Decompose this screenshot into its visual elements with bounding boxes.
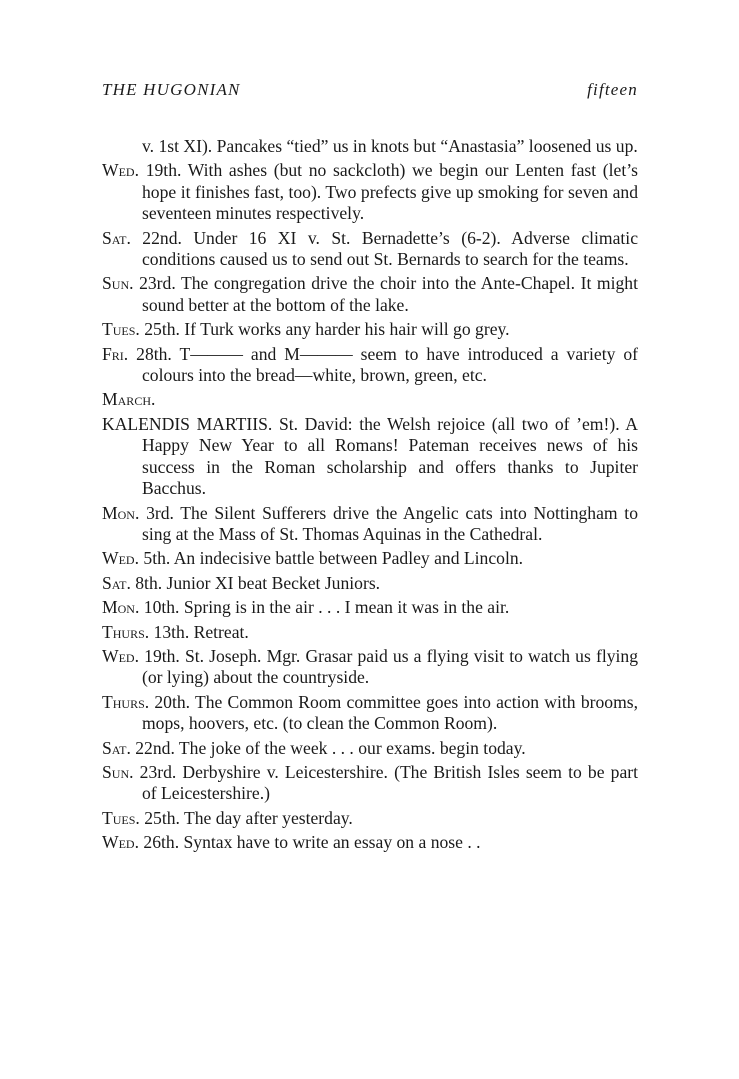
- entry-day: Tues.: [102, 319, 140, 340]
- continued-entry: v. 1st XI). Pancakes “tied” us in knots but “Anastasia” loosened us up.: [142, 136, 638, 156]
- diary-entry: [102, 692, 638, 735]
- diary-entry: [102, 622, 638, 643]
- diary-entry: [102, 832, 638, 853]
- entry-text: 5th. An indecisive battle between Padley and Lincoln.: [139, 548, 524, 569]
- entry-text: 13th. Retreat.: [149, 621, 249, 642]
- entry-text: 28th. T——— and M——— seem to have introduced a variety of colours into the bread—white, brown, green, etc.: [128, 343, 638, 386]
- entry-day: Tues.: [102, 807, 140, 828]
- diary-entry: [102, 344, 638, 387]
- entry-day: Thurs.: [102, 691, 150, 712]
- diary-entry: [102, 503, 638, 546]
- diary-entry: [102, 808, 638, 829]
- entry-text: 3rd. The Silent Sufferers drive the Angelic cats into Nottingham to sing at the Mass of St. Thomas Aquinas in the Cathedral.: [139, 502, 638, 544]
- entry-text: 23rd. The congregation drive the choir into the Ante-Chapel. It might sound better at the bottom of the lake.: [133, 273, 638, 315]
- entry-day: Sun.: [102, 273, 134, 294]
- diary-text: [102, 136, 638, 857]
- entry-text: 22nd. The joke of the week . . . our exams. begin today.: [130, 737, 526, 758]
- entry-day: Sat.: [102, 737, 131, 758]
- entry-day: Sat.: [102, 227, 131, 248]
- entry-text: St. David: the Welsh rejoice (all two of ’em!). A Happy New Year to all Romans! Pateman receives news of his success in the Roman scholarship and offers thanks to Jupiter Bacchus.: [142, 413, 638, 499]
- entry-day: Sun.: [102, 761, 134, 782]
- diary-entry: [102, 228, 638, 271]
- month-heading: March.: [102, 389, 156, 410]
- diary-entry: [102, 738, 638, 759]
- entry-text: 19th. With ashes (but no sackcloth) we begin our Lenten fast (let’s hope it finishes fast, too). Two prefects give up smoking for seven and seventeen minutes respectively.: [139, 160, 638, 224]
- entry-day: Wed.: [102, 160, 140, 181]
- entry-day: Wed.: [102, 548, 140, 569]
- diary-entry: [102, 573, 638, 594]
- entry-text: 25th. The day after yesterday.: [139, 807, 353, 828]
- publication-title: THE HUGONIAN: [102, 80, 241, 99]
- entry-text: 22nd. Under 16 XI v. St. Bernadette’s (6-2). Adverse climatic conditions caused us to send out St. Bernards to search for the teams.: [130, 227, 638, 270]
- diary-entry: [102, 646, 638, 689]
- entry-day: Mon.: [102, 502, 140, 523]
- diary-entry: [102, 597, 638, 618]
- entry-text: 8th. Junior XI beat Becket Juniors.: [130, 572, 381, 593]
- entry-text: 19th. St. Joseph. Mgr. Grasar paid us a flying visit to watch us flying (or lying) about the countryside.: [139, 645, 638, 688]
- entry-day: Sat.: [102, 572, 131, 593]
- diary-entry: [102, 160, 638, 224]
- entry-day: Wed.: [102, 645, 140, 666]
- entry-day: Wed.: [102, 832, 140, 853]
- entry-text: 23rd. Derbyshire v. Leicestershire. (The British Isles seem to be part of Leicestershire.): [133, 761, 638, 804]
- entry-text: 26th. Syntax have to write an essay on a nose . .: [139, 832, 481, 853]
- diary-entry: [102, 319, 638, 340]
- diary-entry: [102, 273, 638, 316]
- entry-day: Mon.: [102, 597, 140, 618]
- entry-text: 10th. Spring is in the air . . . I mean it was in the air.: [139, 597, 510, 618]
- running-header: [102, 80, 638, 100]
- entry-text: 20th. The Common Room committee goes into action with brooms, mops, hoovers, etc. (to clean the Common Room).: [142, 691, 638, 734]
- entry-day: Fri.: [102, 343, 129, 364]
- entry-day: KALENDIS MARTIIS.: [102, 413, 273, 434]
- page-number: fifteen: [587, 80, 638, 99]
- entry-day: Thurs.: [102, 621, 150, 642]
- entry-text: 25th. If Turk works any harder his hair will go grey.: [139, 319, 510, 340]
- diary-entry: [102, 548, 638, 569]
- diary-entry: [102, 414, 638, 500]
- diary-entry: [102, 762, 638, 805]
